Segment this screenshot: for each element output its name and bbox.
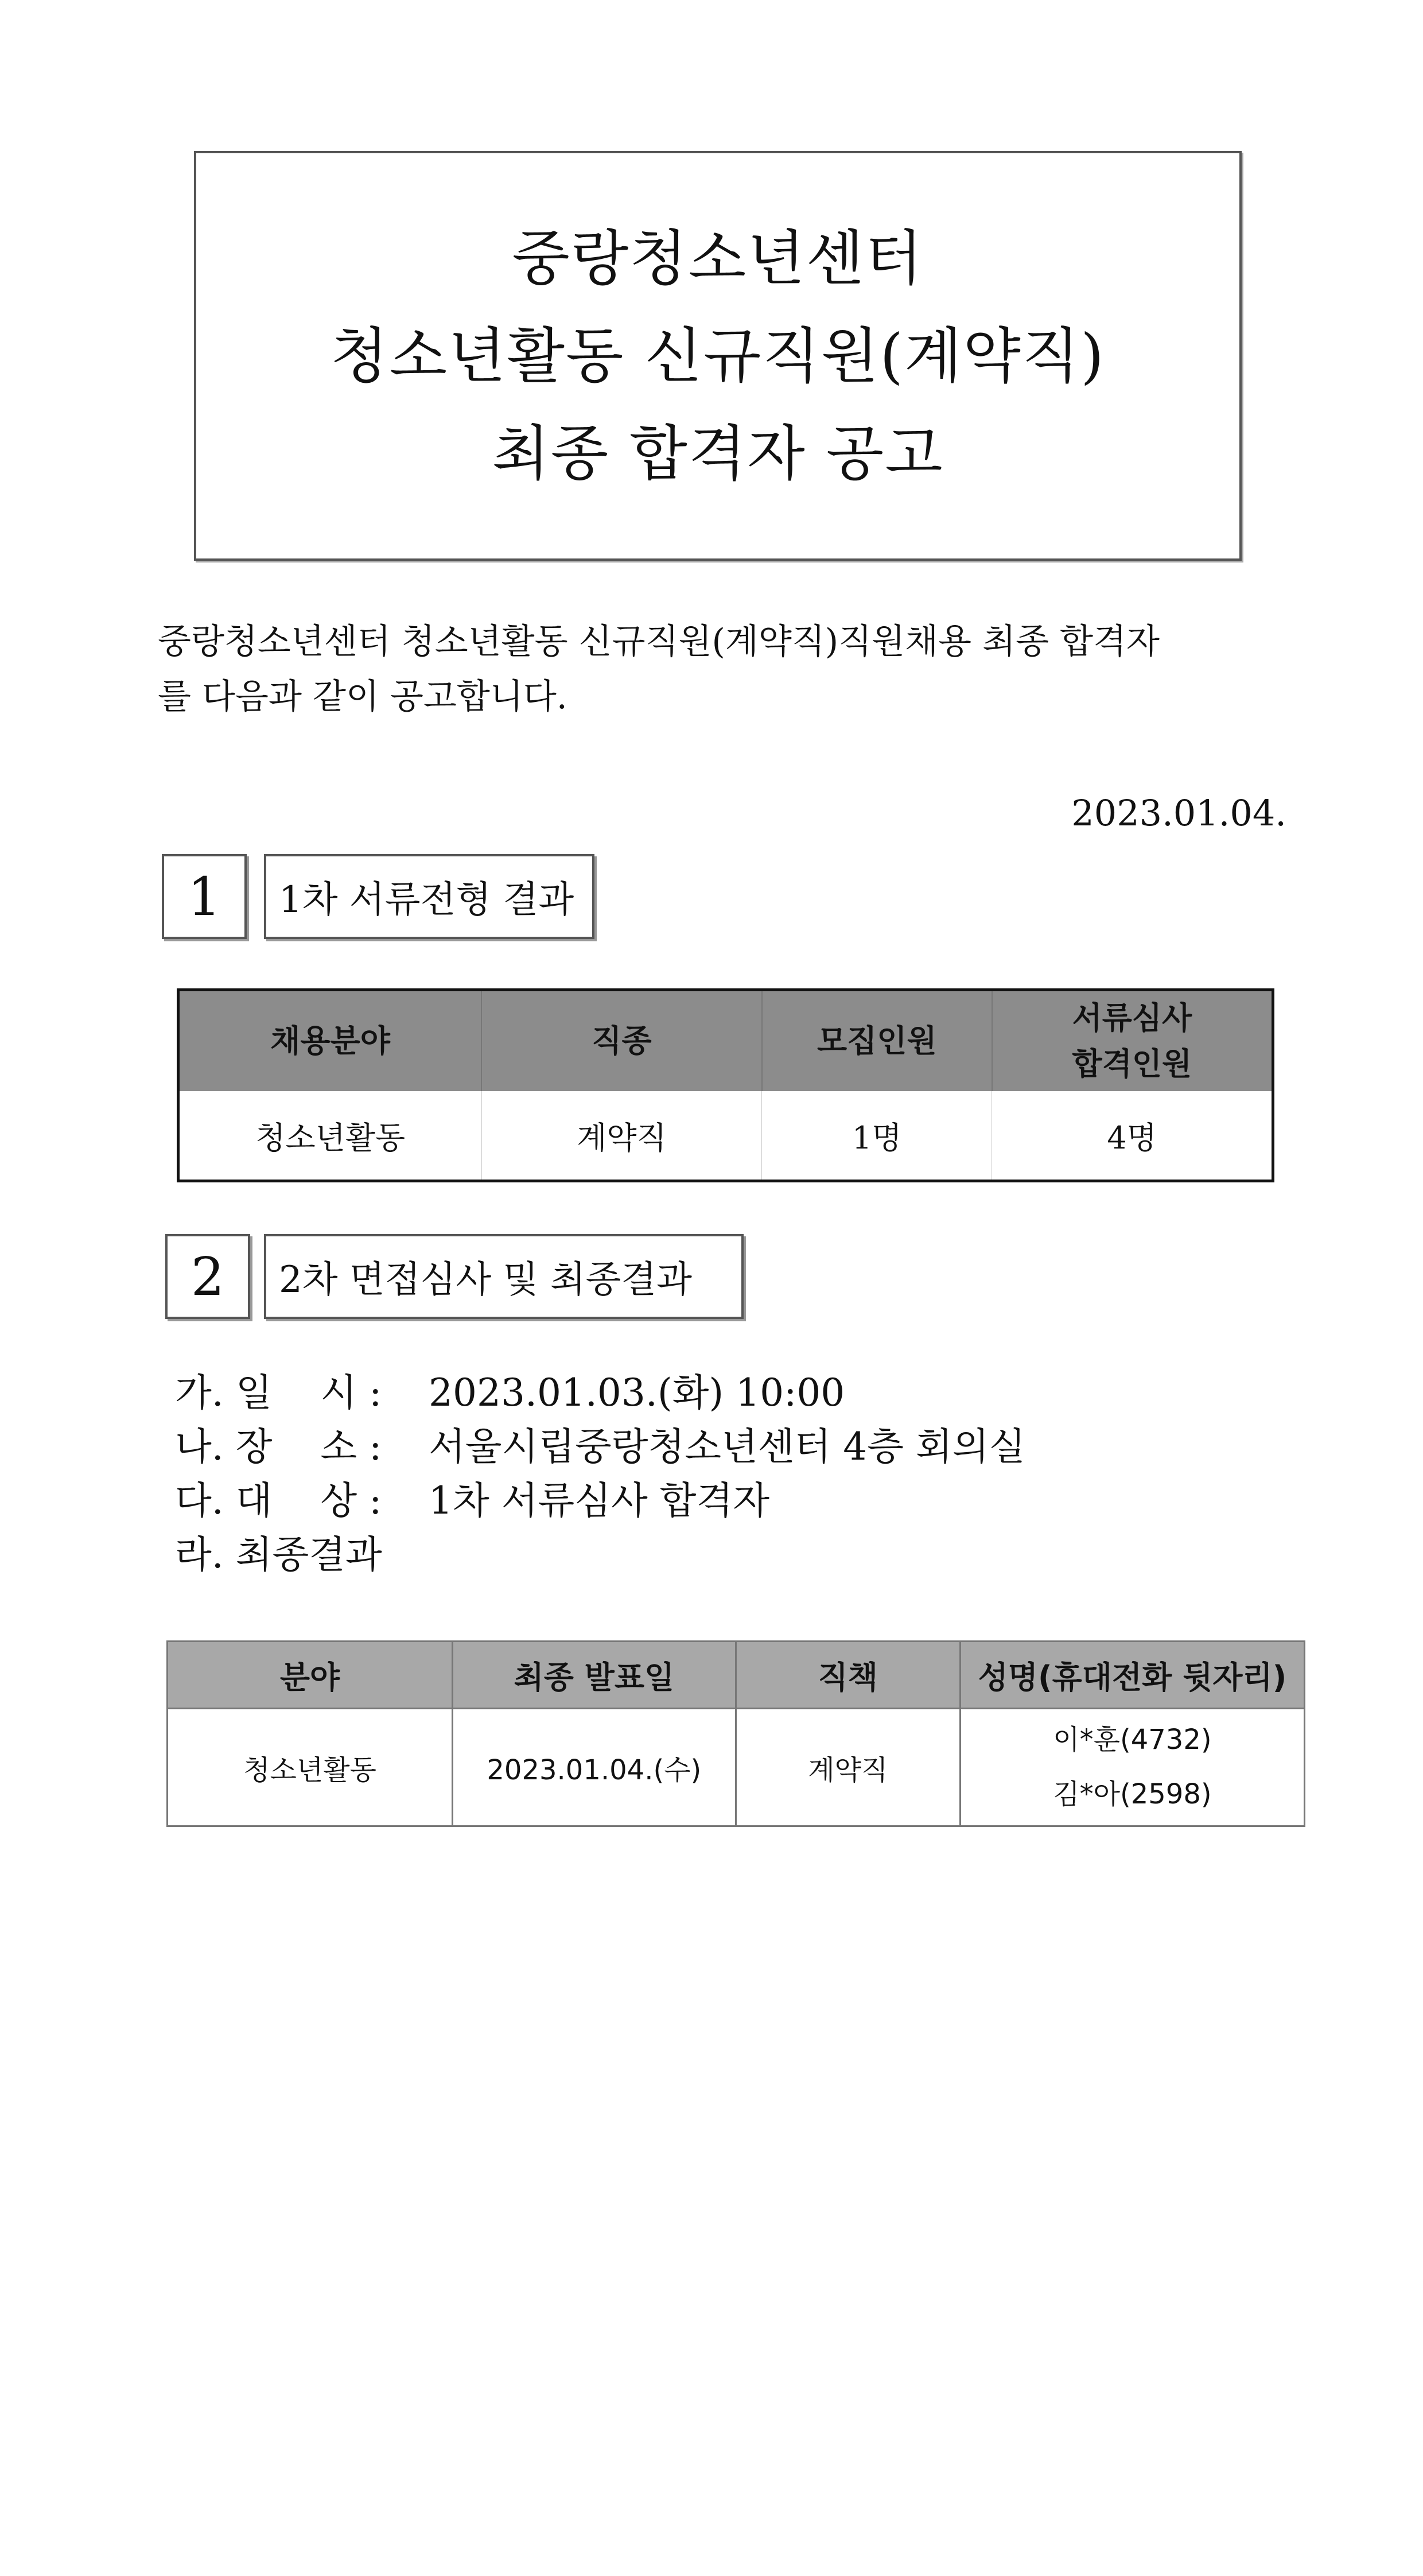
candidate-name: 이*훈(4732) xyxy=(1053,1724,1212,1756)
detail-row-target xyxy=(175,1474,1025,1528)
detail-label-place: 나. 장 소 : xyxy=(175,1425,394,1469)
detail-row-place xyxy=(175,1420,1025,1474)
detail-label-final: 라. 최종결과 xyxy=(175,1533,382,1577)
cell-pass-count: 4명 xyxy=(992,1091,1273,1181)
cell-field: 청소년활동 xyxy=(178,1091,482,1181)
title-box xyxy=(194,151,1242,561)
detail-row-final xyxy=(175,1528,1025,1582)
header-pass-count-line-1: 서류심사 xyxy=(1072,1000,1192,1036)
detail-row-datetime xyxy=(175,1366,1025,1420)
header-recruit-count: 모집인원 xyxy=(762,990,992,1092)
header-name-phone: 성명(휴대전화 뒷자리) xyxy=(960,1642,1304,1709)
header-pass-count-line-2: 합격인원 xyxy=(1072,1046,1192,1082)
document-screening-table xyxy=(177,988,1274,1182)
notice-date: 2023.01.04. xyxy=(1071,792,1286,834)
table-row xyxy=(178,1091,1273,1181)
section-2-heading: 2차 면접심사 및 최종결과 xyxy=(264,1234,744,1319)
title-line-3: 최종 합격자 공고 xyxy=(492,418,944,488)
cell-recruit-count: 1명 xyxy=(762,1091,992,1181)
header-job-type: 직종 xyxy=(481,990,762,1092)
cell-field: 청소년활동 xyxy=(168,1709,453,1826)
detail-value-target: 1차 서류심사 합격자 xyxy=(429,1479,769,1523)
intro-line-1: 중랑청소년센터 청소년활동 신규직원(계약직)직원채용 최종 합격자 xyxy=(158,622,1160,662)
header-pass-count xyxy=(992,990,1273,1092)
section-2-number: 2 xyxy=(165,1234,250,1319)
intro-paragraph xyxy=(158,614,1282,724)
candidate-name: 김*아(2598) xyxy=(1053,1778,1212,1810)
table-header-row xyxy=(178,990,1273,1092)
intro-line-2: 를 다음과 같이 공고합니다. xyxy=(158,677,567,717)
header-field: 분야 xyxy=(168,1642,453,1709)
cell-position: 계약직 xyxy=(736,1709,960,1826)
title-line-2: 청소년활동 신규직원(계약직) xyxy=(331,321,1105,391)
cell-announce-date: 2023.01.04.(수) xyxy=(453,1709,736,1826)
detail-value-datetime: 2023.01.03.(화) 10:00 xyxy=(429,1371,845,1415)
interview-details xyxy=(175,1366,1025,1582)
section-1-heading: 1차 서류전형 결과 xyxy=(264,854,594,939)
section-1-number: 1 xyxy=(162,854,247,939)
table-row xyxy=(168,1709,1305,1826)
title-line-1: 중랑청소년센터 xyxy=(512,223,924,293)
detail-value-place: 서울시립중랑청소년센터 4층 회의실 xyxy=(429,1425,1026,1469)
cell-names xyxy=(960,1709,1304,1826)
detail-label-datetime: 가. 일 시 : xyxy=(175,1371,394,1415)
header-announce-date: 최종 발표일 xyxy=(453,1642,736,1709)
detail-label-target: 다. 대 상 : xyxy=(175,1479,394,1523)
final-result-table xyxy=(166,1640,1305,1827)
cell-job-type: 계약직 xyxy=(481,1091,762,1181)
table-header-row xyxy=(168,1642,1305,1709)
header-position: 직책 xyxy=(736,1642,960,1709)
header-field: 채용분야 xyxy=(178,990,482,1092)
